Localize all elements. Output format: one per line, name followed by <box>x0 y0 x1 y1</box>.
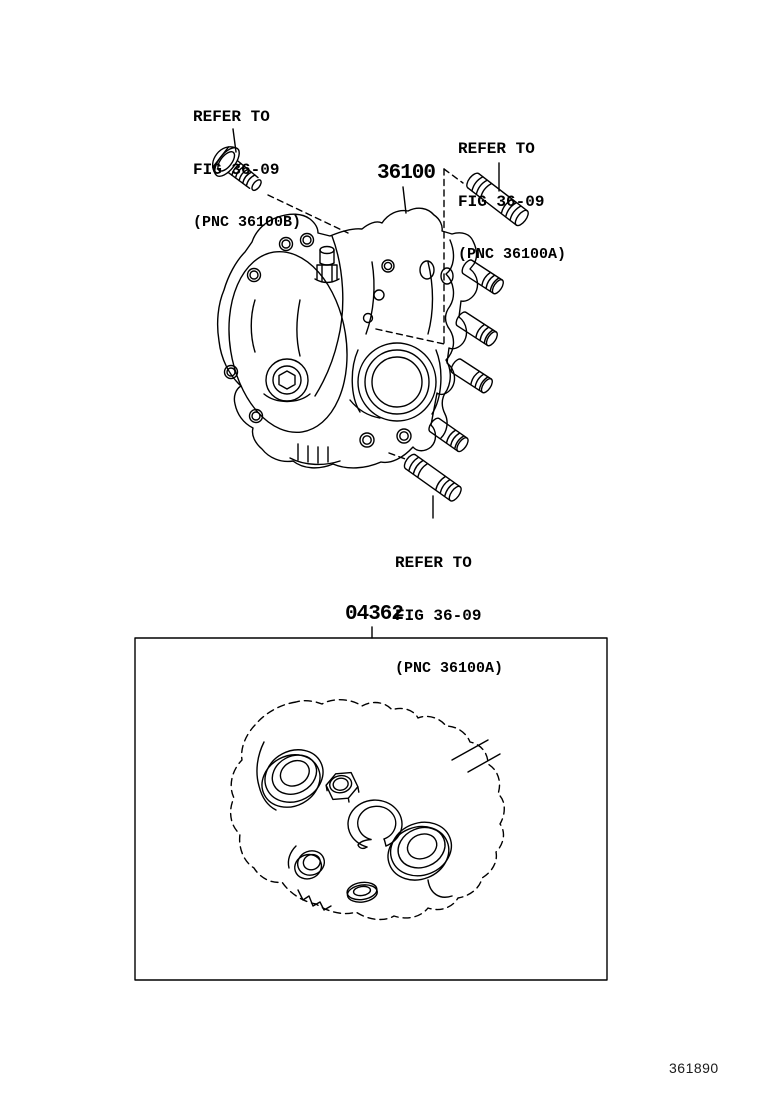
bolt-ref-line1: REFER TO <box>193 108 270 126</box>
lower-stud-ref-line2: FIG 36-09 <box>395 606 482 625</box>
gasket-kit-part-number-label: 04362 <box>345 603 404 626</box>
lower-stud-drawing <box>402 452 463 503</box>
upper-stud-ref-line1: REFER TO <box>458 140 535 158</box>
gasket-kit-box <box>135 638 607 980</box>
bolt-ref-annotation <box>193 74 301 267</box>
figure-code: 361890 <box>669 1060 719 1076</box>
bolt-ref-line2: FIG 36-09 <box>193 160 280 179</box>
housing-part-number-label: 36100 <box>377 162 436 185</box>
lower-stud-ref-line1: REFER TO <box>395 554 472 572</box>
lower-stud-ref-line3: (PNC 36100A) <box>395 660 504 677</box>
bolt-ref-line3: (PNC 36100B) <box>193 214 302 231</box>
lower-stud-ref-annotation <box>395 520 503 713</box>
upper-stud-ref-annotation <box>458 106 566 299</box>
gasket-kit-drawing <box>231 700 505 920</box>
upper-stud-ref-line2: FIG 36-09 <box>458 192 545 211</box>
upper-stud-ref-line3: (PNC 36100A) <box>458 246 567 263</box>
